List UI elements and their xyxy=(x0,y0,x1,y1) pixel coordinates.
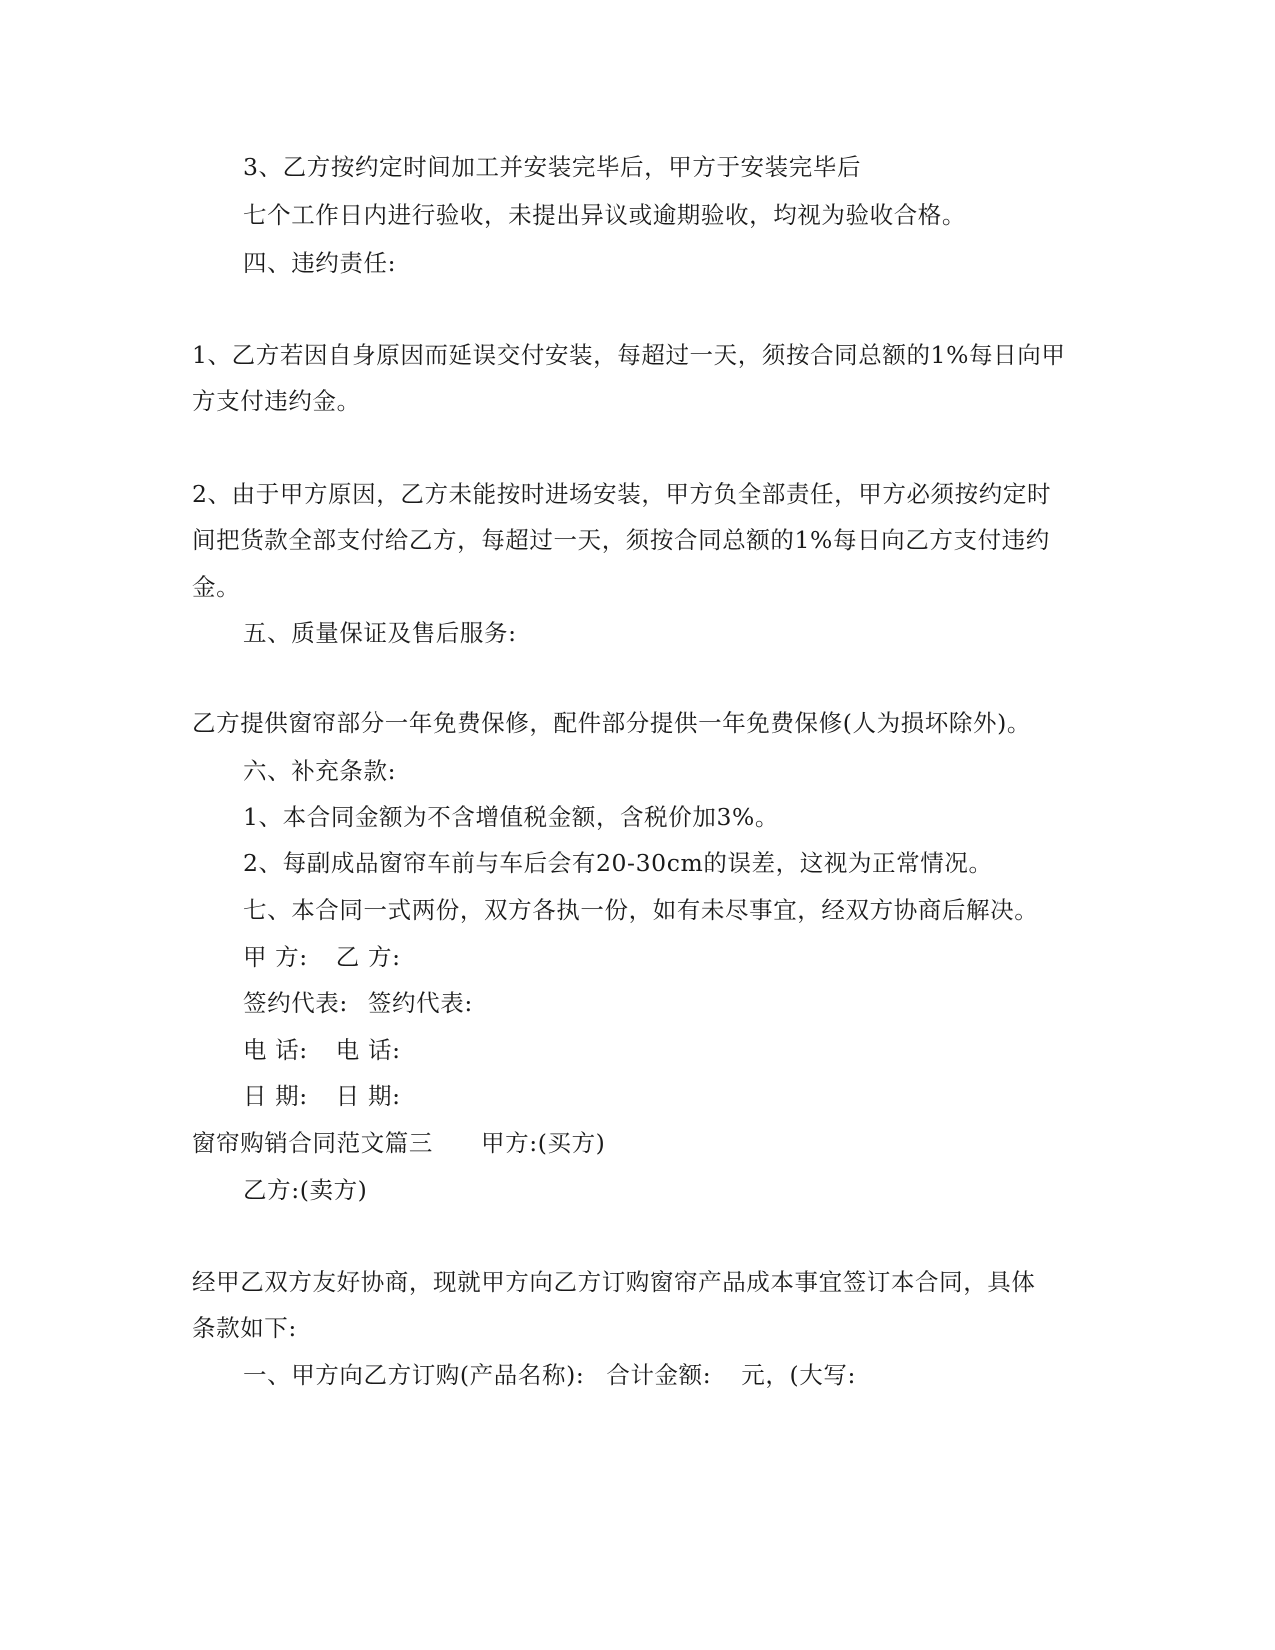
supplementary-clause-1: 1、本合同金额为不含增值税金额，含税价加3%。 xyxy=(243,803,780,831)
party-a-label: 甲 方: xyxy=(243,943,308,971)
rep-b-label: 签约代表: xyxy=(367,989,473,1017)
signature-representative-row xyxy=(243,988,473,1018)
breach-clause-2-line2: 间把货款全部支付给乙方，每超过一天，须按合同总额的1%每日向乙方支付违约 xyxy=(192,526,1050,554)
breach-clause-1-line1: 1、乙方若因自身原因而延误交付安装，每超过一天，须按合同总额的1%每日向甲 xyxy=(192,341,1066,369)
date-a-label: 日 期: xyxy=(243,1082,308,1110)
signature-party-row xyxy=(243,942,401,972)
rep-a-label: 签约代表: xyxy=(243,989,348,1017)
clause-3-acceptance-line1: 3、乙方按约定时间加工并安装完毕后，甲方于安装完毕后 xyxy=(243,153,862,181)
section3-intro-line2: 条款如下: xyxy=(192,1314,297,1342)
phone-a-label: 电 话: xyxy=(243,1036,308,1064)
warranty-text: 乙方提供窗帘部分一年免费保修，配件部分提供一年免费保修(人为损坏除外)。 xyxy=(192,709,1031,737)
section-heading-supplementary: 六、补充条款: xyxy=(243,757,397,785)
party-b-label: 乙 方: xyxy=(335,943,401,971)
clause1-amount-words-label: 元，(大写: xyxy=(741,1361,856,1389)
clause-3-acceptance-line2: 七个工作日内进行验收，未提出异议或逾期验收，均视为验收合格。 xyxy=(243,201,966,229)
section-seven-copies: 七、本合同一式两份，双方各执一份，如有未尽事宜，经双方协商后解决。 xyxy=(243,896,1039,924)
date-b-label: 日 期: xyxy=(335,1082,401,1110)
supplementary-clause-2: 2、每副成品窗帘车前与车后会有20-30cm的误差，这视为正常情况。 xyxy=(243,849,993,877)
clause1-total-label: 合计金额: xyxy=(606,1361,712,1389)
signature-phone-row xyxy=(243,1035,401,1065)
section3-intro-line1: 经甲乙双方友好协商，现就甲方向乙方订购窗帘产品成本事宜签订本合同，具体 xyxy=(192,1268,1036,1296)
breach-clause-2-line1: 2、由于甲方原因，乙方未能按时进场安装，甲方负全部责任，甲方必须按约定时 xyxy=(192,480,1052,508)
buyer-label: 甲方:(买方) xyxy=(481,1129,606,1157)
clause1-product-label: 一、甲方向乙方订购(产品名称): xyxy=(243,1361,585,1389)
section-heading-warranty: 五、质量保证及售后服务: xyxy=(243,619,517,647)
seller-label: 乙方:(卖方) xyxy=(243,1176,368,1204)
breach-clause-1-line2: 方支付违约金。 xyxy=(192,387,361,415)
breach-clause-2-line3: 金。 xyxy=(192,573,241,601)
signature-date-row xyxy=(243,1081,401,1111)
section-heading-breach: 四、违约责任: xyxy=(243,249,397,277)
phone-b-label: 电 话: xyxy=(335,1036,401,1064)
section3-clause-1 xyxy=(243,1360,856,1390)
section3-title: 窗帘购销合同范文篇三 xyxy=(192,1129,433,1157)
section3-title-row xyxy=(192,1128,605,1158)
